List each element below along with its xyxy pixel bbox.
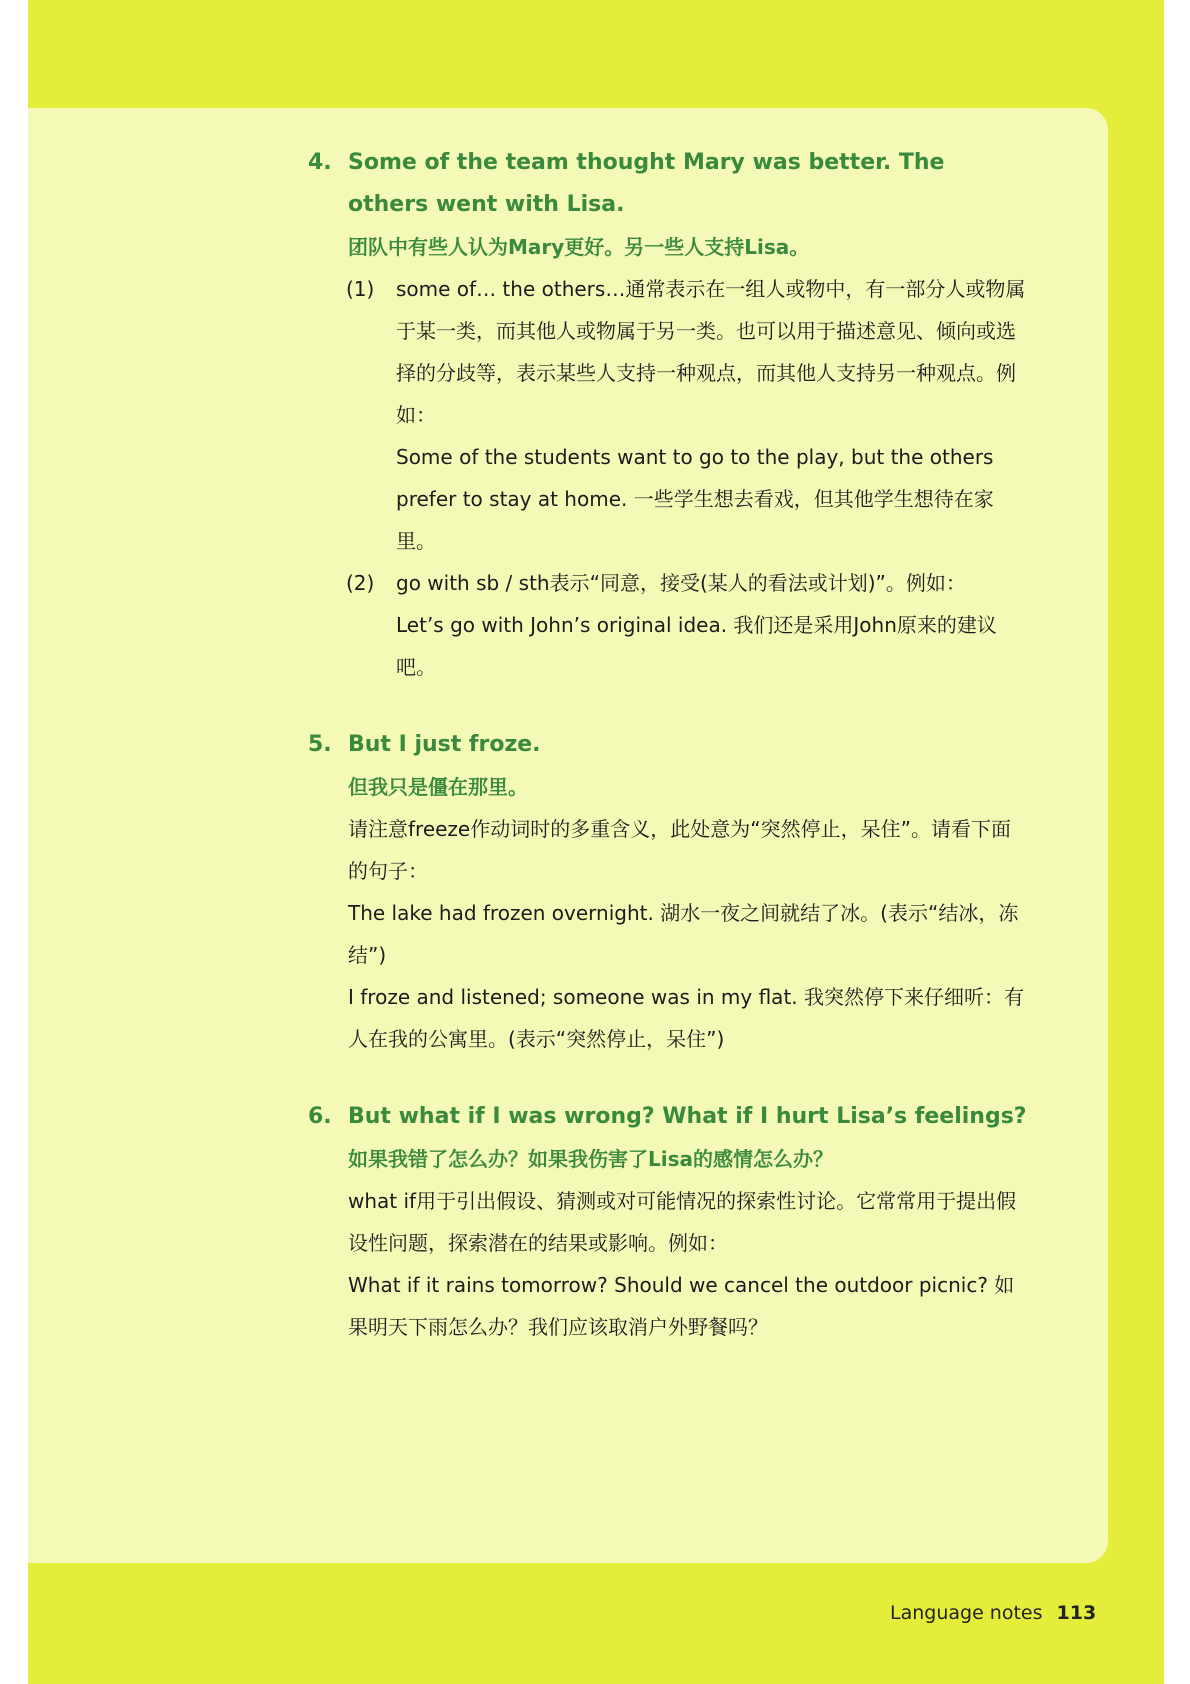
note-title: Some of the team thought Mary was better. The others went with Lisa. — [348, 150, 945, 217]
sub-point-2 — [348, 562, 1030, 688]
section-title: Language notes — [890, 1602, 1043, 1624]
note-translation: 但我只是僵在那里。 — [348, 775, 528, 799]
sub-point-1 — [348, 268, 1030, 562]
page-footer — [890, 1602, 1120, 1624]
explanation-text: 请注意freeze作动词时的多重含义，此处意为“突然停止，呆住”。请看下面的句子： — [348, 817, 1011, 883]
sub-point-text: some of… the others…通常表示在一组人或物中，有一部分人或物属于某一类，而其他人或物属于另一类。也可以用于描述意见、倾向或选择的分歧等，表示某些人支持一种观点，而其他人支持另一种观点。例如： — [396, 277, 1026, 427]
example-sentence: I froze and listened; someone was in my flat. 我突然停下来仔细听：有人在我的公寓里。(表示“突然停止，呆住”) — [348, 985, 1024, 1051]
note-title: But I just froze. — [348, 732, 541, 757]
explanation-text: what if用于引出假设、猜测或对可能情况的探索性讨论。它常常用于提出假设性问题，探索潜在的结果或影响。例如： — [348, 1189, 1017, 1255]
sub-point-text: go with sb / sth表示“同意，接受(某人的看法或计划)”。例如： — [396, 571, 966, 595]
example-sentence: The lake had frozen overnight. 湖水一夜之间就结了冰。(表示“结冰，冻结”) — [348, 901, 1019, 967]
sub-point-label: (2) — [346, 571, 375, 595]
note-number: 5. — [308, 732, 332, 757]
example-sentence: Some of the students want to go to the play, but the others prefer to stay at home. 一些学生想去看戏，但其他学生想待在家里。 — [396, 445, 994, 553]
note-title: But what if I was wrong? What if I hurt Lisa’s feelings? — [348, 1104, 1027, 1129]
note-4 — [300, 142, 1030, 688]
note-translation: 团队中有些人认为Mary更好。另一些人支持Lisa。 — [348, 235, 810, 259]
note-5 — [300, 724, 1030, 1060]
page-number: 113 — [1056, 1602, 1097, 1624]
sub-point-label: (1) — [346, 277, 375, 301]
note-6 — [300, 1096, 1030, 1348]
example-sentence: What if it rains tomorrow? Should we cancel the outdoor picnic? 如果明天下雨怎么办？我们应该取消户外野餐吗？ — [348, 1273, 1015, 1339]
example-sentence: Let’s go with John’s original idea. 我们还是采用John原来的建议吧。 — [396, 613, 997, 679]
note-number: 4. — [308, 150, 332, 175]
note-number: 6. — [308, 1104, 332, 1129]
note-translation: 如果我错了怎么办？如果我伤害了Lisa的感情怎么办？ — [348, 1147, 833, 1171]
language-notes-content — [300, 142, 1030, 1384]
